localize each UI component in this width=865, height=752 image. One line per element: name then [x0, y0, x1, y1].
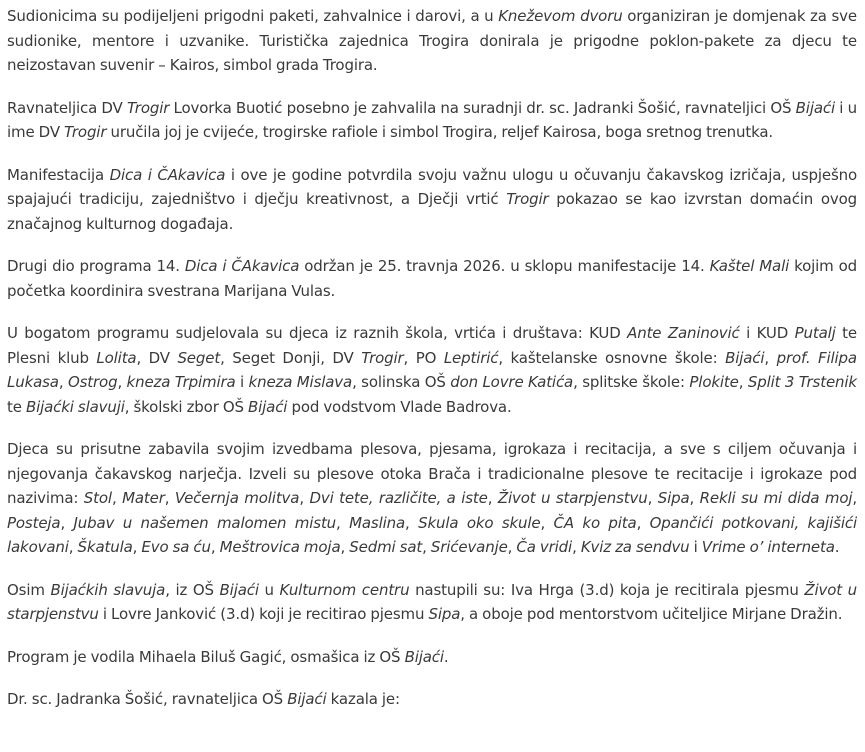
text-segment: , splitske škole: [573, 373, 690, 391]
text-segment: , kaštelanske osnovne škole: [498, 348, 726, 367]
article-paragraph [7, 4, 857, 78]
italic-text: Ante Zaninović [627, 324, 740, 342]
text-segment: U bogatom programu sudjelovala su djeca iz raznih škola, vrtića i društava: KUD [7, 324, 628, 342]
italic-text: Trogir [126, 98, 170, 117]
italic-text: Jubav u našemen malomen mistu [73, 513, 337, 532]
italic-text: Sipa [657, 489, 690, 507]
italic-text: Život u starpjenstvu [7, 580, 858, 623]
text-segment: , [210, 538, 220, 556]
italic-text: Split 3 Trstenik [747, 373, 857, 391]
italic-text: Sedmi sat [349, 538, 423, 556]
text-segment: , [58, 373, 68, 391]
text-segment: i ove je godine potvrdila svoju važnu ulogu u očuvanju čakavskog izričaja, uspješno spajajući tradiciju, zajedništvo i dječju kreativnost, a Dječji vrtić [7, 165, 857, 208]
text-segment: , [340, 538, 350, 556]
text-segment: kazala je: [326, 690, 400, 708]
italic-text: Evo sa ću [141, 538, 211, 556]
text-segment: Lovorka Buotić posebno je zahvalila na suradnji dr. sc. Jadranki Šošić, ravnateljici OŠ [169, 98, 796, 117]
italic-text: Bijaći [219, 580, 259, 599]
italic-text: Skula oko skule [418, 513, 541, 532]
italic-text: Trogir [361, 348, 404, 367]
article-paragraph [7, 321, 857, 419]
italic-text: Srićevanje [430, 538, 508, 556]
italic-text: Bijaći [287, 690, 327, 708]
text-segment: i u ime DV [7, 98, 857, 141]
text-segment: Sudionicima su podijeljeni prigodni paketi, zahvalnice i darovi, a u [7, 7, 499, 25]
article-paragraph [7, 163, 857, 237]
text-segment: , Seget Donji, DV [220, 348, 362, 367]
italic-text: Kviz za sendvu [580, 538, 690, 556]
text-segment: , [738, 373, 748, 391]
italic-text: prof. Filipa Lukasa [7, 348, 857, 391]
text-segment: , [132, 538, 142, 556]
text-segment: Drugi dio programa 14. [7, 257, 185, 275]
italic-text: Mater [122, 489, 165, 507]
italic-text: Kneževom dvoru [498, 7, 623, 25]
article-paragraph [7, 687, 857, 712]
text-segment: , [540, 513, 554, 532]
italic-text: Dica i ČAkavica [184, 257, 300, 275]
text-segment: , [405, 513, 419, 532]
text-segment: , [647, 489, 658, 507]
text-segment: Ravnateljica DV [7, 98, 127, 117]
text-segment: , [852, 489, 857, 507]
text-segment: kojim od početka koordinira svestrana Marijana Vulas. [7, 257, 857, 300]
italic-text: Posteja [7, 513, 61, 532]
text-segment: Dr. sc. Jadranka Šošić, ravnateljica OŠ [7, 690, 288, 708]
italic-text: Opančići potkovani, kajišići lakovani [7, 513, 857, 556]
italic-text: Dica i ČAkavica [109, 165, 226, 184]
italic-text: Sipa [428, 605, 461, 623]
italic-text: kneza Mislava [248, 373, 353, 391]
text-segment: i Lovre Janković (3.d) koji je recitirao pjesmu [98, 605, 429, 623]
text-segment: , [507, 538, 517, 556]
italic-text: Plokite [689, 373, 739, 391]
text-segment: i [689, 538, 702, 556]
text-segment: te Plesni klub [7, 324, 857, 367]
text-segment: uručila joj je cvijeće, trogirske rafiole i simbol Trogira, reljef Kairosa, boga sretnog trenutka. [106, 123, 774, 141]
text-segment: , a oboje pod mentorstvom učiteljice Mirjane Dražin. [460, 605, 843, 623]
italic-text: Lolita [96, 348, 137, 367]
text-segment: te [7, 397, 26, 416]
italic-text: Kulturnom centru [279, 580, 410, 599]
italic-text: Leptirić [443, 348, 499, 367]
text-segment: Program je vodila Mihaela Biluš Gagić, osmašica iz OŠ [7, 647, 405, 666]
text-segment: , [117, 373, 127, 391]
italic-text: Ostrog [67, 373, 118, 391]
article-paragraph [7, 645, 857, 670]
text-segment: , DV [136, 348, 178, 367]
italic-text: Trogir [64, 123, 107, 141]
italic-text: Maslina [349, 513, 406, 532]
text-segment: Djeca su prisutne zabavila svojim izvedbama plesova, pjesama, igrokaza i recitacija, a sve s ciljem očuvanja i njegovanja čakavskog narječja. Izveli su plesove otoka Brača i tradicionalne plesove te recitacije i igrokaze pod nazivima: [7, 440, 857, 507]
italic-text: Večernja molitva [174, 489, 300, 507]
article-paragraph [7, 578, 857, 627]
text-segment: , [60, 513, 74, 532]
text-segment: održan je 25. travnja 2026. u sklopu manifestacije 14. [299, 257, 710, 275]
italic-text: Bijaći [795, 98, 836, 117]
text-segment: , [68, 538, 78, 556]
text-segment: , [487, 489, 498, 507]
text-segment: . [834, 538, 840, 556]
italic-text: Bijaći [247, 397, 288, 416]
text-segment: , [422, 538, 431, 556]
text-segment: organiziran je domjenak za sve sudionike, mentore i uzvanike. Turistička zajednica Trogira donirala je prigodne poklon-pakete za djecu te neizostavan suvenir – Kairos, simbol grada Trogira. [7, 7, 857, 74]
italic-text: Putalj [794, 324, 836, 342]
text-segment: Osim [7, 580, 51, 599]
italic-text: don Lovre Katića [450, 373, 574, 391]
text-segment: , [689, 489, 700, 507]
italic-text: Život u starpjenstvu [497, 489, 648, 507]
text-segment: , [164, 489, 175, 507]
italic-text: Seget [177, 348, 221, 367]
italic-text: Dvi tete, različite, a iste [309, 489, 488, 507]
italic-text: Bijaći [725, 348, 765, 367]
text-segment: nastupili su: Iva Hrga (3.d) koja je recitirala pjesmu [409, 580, 805, 599]
text-segment: u [258, 580, 280, 599]
italic-text: Bijaći [404, 647, 444, 666]
text-segment: pokazao se kao izvrstan domaćin ovog značajnog kulturnog događaja. [7, 190, 858, 233]
italic-text: Stol [83, 489, 112, 507]
article-paragraph [7, 254, 857, 303]
italic-text: Meštrovica moja [219, 538, 341, 556]
text-segment: i KUD [739, 324, 795, 342]
text-segment: , školski zbor OŠ [124, 397, 248, 416]
text-segment: , [111, 489, 123, 507]
italic-text: Vrime o’ interneta [701, 538, 835, 556]
italic-text: Škatula [77, 538, 133, 556]
text-segment: , [336, 513, 350, 532]
italic-text: ČA ko pita [553, 513, 637, 532]
text-segment: pod vodstvom Vlade Badrova. [287, 397, 512, 416]
text-segment: , [299, 489, 310, 507]
text-segment: , solinska OŠ [352, 373, 451, 391]
italic-text: Trogir [506, 190, 549, 208]
text-segment: , [764, 348, 777, 367]
text-segment: , [636, 513, 650, 532]
italic-text: Bijaćki slavuji [25, 397, 125, 416]
text-segment: . [443, 647, 449, 666]
italic-text: Ča vridi [516, 538, 573, 556]
article-paragraph [7, 437, 857, 560]
text-segment: , [572, 538, 581, 556]
text-segment: Manifestacija [7, 165, 110, 184]
text-segment: , iz OŠ [165, 580, 220, 599]
italic-text: Bijaćkih slavuja [50, 580, 166, 599]
text-segment: , PO [403, 348, 444, 367]
italic-text: Kaštel Mali [709, 257, 790, 275]
italic-text: Rekli su mi dida moj [699, 489, 853, 507]
text-segment: i [235, 373, 249, 391]
italic-text: kneza Trpimira [126, 373, 236, 391]
article-paragraph [7, 96, 857, 145]
